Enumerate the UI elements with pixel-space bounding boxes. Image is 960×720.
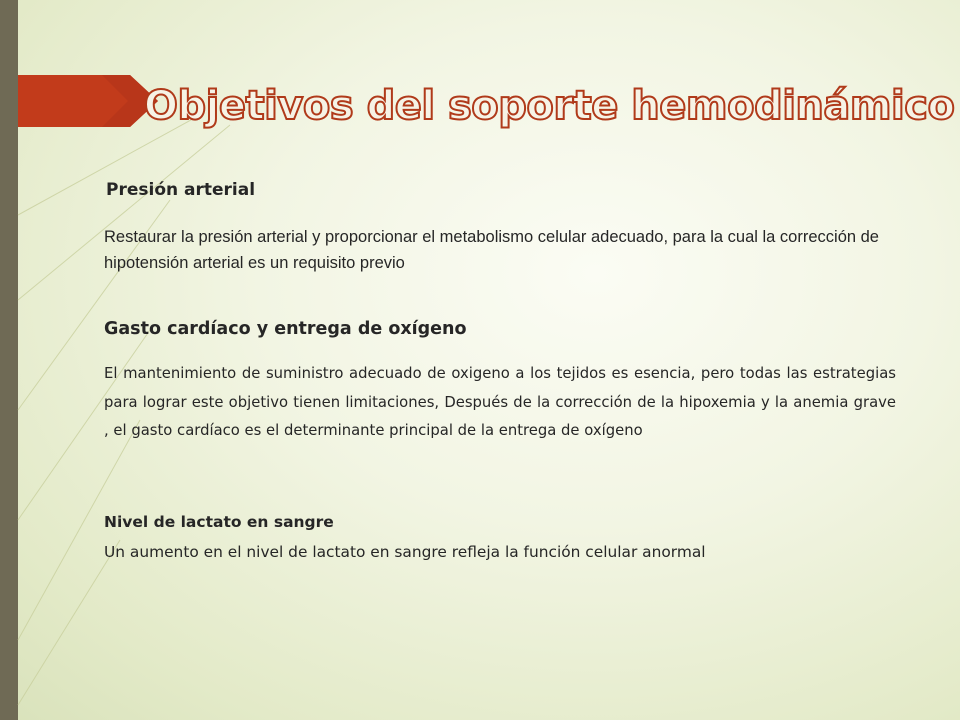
title-arrow-shape [18,75,158,127]
heading-presion-arterial: Presión arterial [106,180,256,200]
heading-nivel-lactato: Nivel de lactato en sangre [104,513,334,531]
slide-title: Objetivos del soporte hemodinámico [144,83,955,129]
heading-gasto-cardiaco: Gasto cardíaco y entrega de oxígeno [104,319,467,339]
paragraph-gasto-cardiaco: El mantenimiento de suministro adecuado de oxigeno a los tejidos es esencia, pero todas las estrategias para lograr este objetivo tienen limitaciones, Después de la corrección de la hipoxemia y la anemia grave , el gasto cardíaco es el determinante principal de la entrega de oxígeno [104,365,896,439]
sidebar-bar [0,0,18,720]
paragraph-presion-arterial: Restaurar la presión arterial y proporcionar el metabolismo celular adecuado, para la cual la corrección de hipotensión arterial es un requisito previo [104,228,879,272]
paragraph-nivel-lactato: Un aumento en el nivel de lactato en sangre refleja la función celular anormal [104,543,706,561]
